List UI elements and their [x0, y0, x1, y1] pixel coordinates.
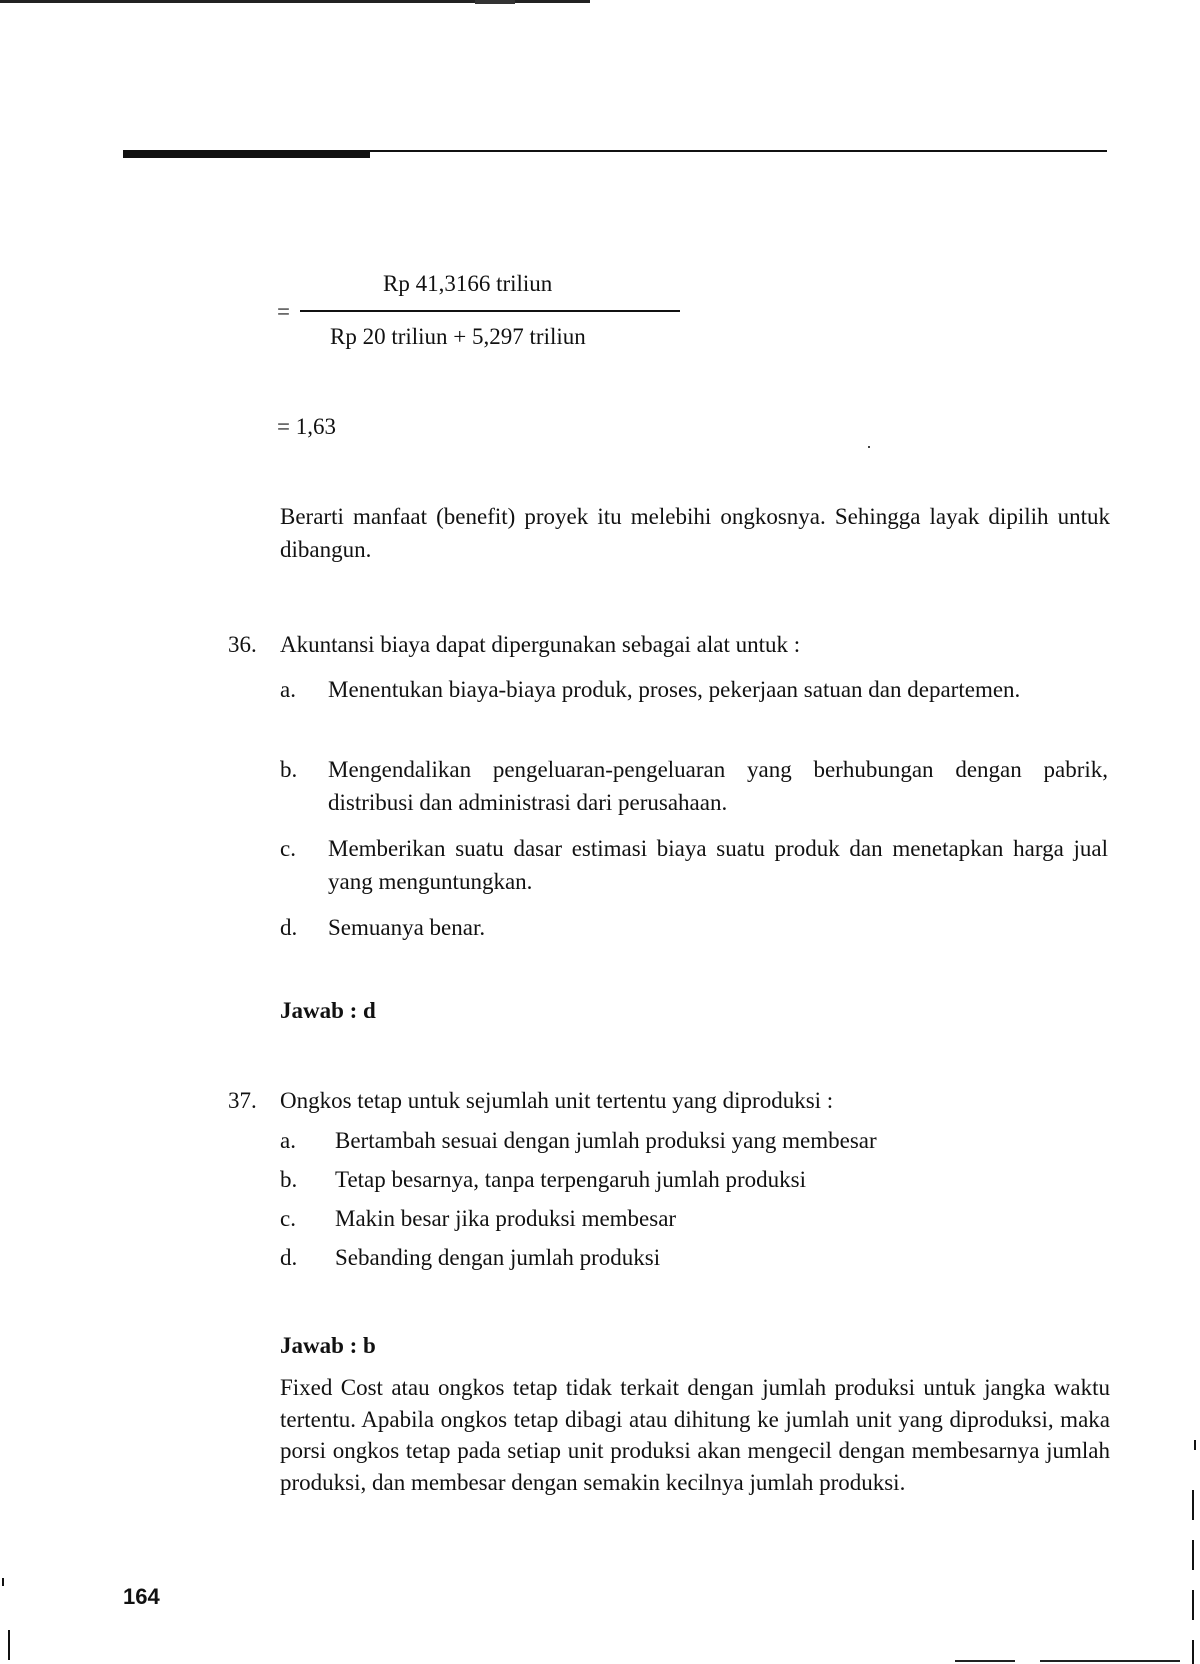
fraction-bar: [300, 310, 680, 312]
option-letter: b.: [280, 1167, 298, 1192]
option-text: Sebanding dengan jumlah produksi: [335, 1245, 661, 1270]
scan-edge-mark-left: [8, 1630, 10, 1660]
formula-result: = 1,63: [277, 414, 336, 439]
option-letter: a.: [280, 1128, 296, 1153]
question-text: Ongkos tetap untuk sejumlah unit tertentu yang diproduksi :: [280, 1088, 834, 1113]
option-letter: a.: [280, 677, 296, 702]
option-text: Semuanya benar.: [328, 915, 486, 940]
option-text: Tetap besarnya, tanpa terpengaruh jumlah produksi: [335, 1167, 807, 1192]
question-number: 36.: [228, 632, 257, 657]
scan-edge-mark-right: [1194, 1440, 1196, 1450]
option-text: Memberikan suatu dasar estimasi biaya suatu produk dan menetapkan harga jual yang menguntungkan.: [328, 836, 1108, 895]
scan-edge-mark-right: [1192, 1640, 1194, 1664]
scan-edge-mark-bottom: [955, 1660, 1015, 1662]
option-text: Menentukan biaya-biaya produk, proses, pekerjaan satuan dan departemen.: [328, 677, 1021, 702]
formula-numerator: Rp 41,3166 triliun: [383, 271, 553, 296]
answer-36: Jawab : d: [280, 998, 376, 1023]
question-text: Akuntansi biaya dapat dipergunakan sebagai alat untuk :: [280, 632, 801, 657]
option-text: Bertambah sesuai dengan jumlah produksi yang membesar: [335, 1128, 877, 1153]
option-letter: c.: [280, 836, 296, 861]
explanation-paragraph: Fixed Cost atau ongkos tetap tidak terkait dengan jumlah produksi untuk jangka waktu tertentu. Apabila ongkos tetap dibagi atau dihitung ke jumlah unit yang diproduksi, maka porsi ongkos tetap pada setiap unit produksi akan mengecil dengan membesarnya jumlah produksi, dan membesar dengan semakin kecilnya jumlah produksi.: [280, 1375, 1110, 1496]
conclusion-paragraph: Berarti manfaat (benefit) proyek itu melebihi ongkosnya. Sehingga layak dipilih untuk dibangun.: [280, 504, 1110, 563]
option-letter: d.: [280, 915, 298, 940]
formula-equals-sign: =: [277, 299, 290, 324]
scan-speck: [868, 446, 870, 448]
option-text: Makin besar jika produksi membesar: [335, 1206, 677, 1231]
page-number: 164: [123, 1584, 160, 1609]
answer-37: Jawab : b: [280, 1333, 376, 1358]
option-text: Mengendalikan pengeluaran-pengeluaran yang berhubungan dengan pabrik, distribusi dan administrasi dari perusahaan.: [328, 757, 1108, 816]
scan-edge-mark: [475, 0, 515, 4]
scan-edge-mark-bottom: [1040, 1660, 1180, 1662]
header-rule-thin: [370, 150, 1107, 152]
option-letter: c.: [280, 1206, 296, 1231]
scan-edge-mark-right: [1192, 1540, 1194, 1570]
scan-edge-mark-right: [1192, 1590, 1194, 1620]
scan-edge-mark-left: [2, 1578, 4, 1586]
header-rule-thick: [123, 150, 370, 158]
question-number: 37.: [228, 1088, 257, 1113]
option-letter: b.: [280, 757, 298, 782]
formula-denominator: Rp 20 triliun + 5,297 triliun: [330, 324, 586, 349]
scan-edge-mark-right: [1192, 1490, 1194, 1520]
option-letter: d.: [280, 1245, 298, 1270]
